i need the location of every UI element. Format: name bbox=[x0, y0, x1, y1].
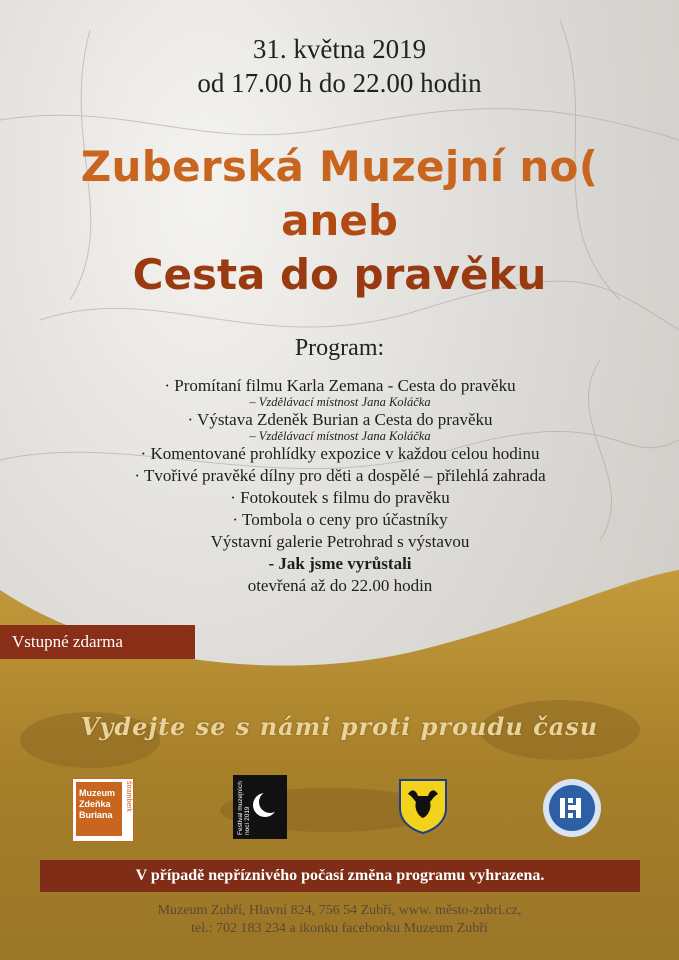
program-item: · Výstava Zdeněk Burian a Cesta do pravěku bbox=[187, 410, 493, 429]
footer-phone: tel.: 702 183 234 a ikonku facebooku Muzeum Zubří bbox=[191, 921, 488, 936]
program-item: otevřená až do 22.00 hodin bbox=[247, 576, 433, 595]
muzeum-zdenka-buriana-logo bbox=[72, 778, 134, 842]
program-item-location: – Vzdělávací místnost Jana Koláčka bbox=[249, 429, 431, 443]
muzeum-logo-line: Muzeum bbox=[79, 788, 115, 798]
muzeum-logo-line: Zdeňka bbox=[79, 799, 111, 809]
program-item: Výstavní galerie Petrohrad s výstavou bbox=[210, 532, 470, 551]
festival-logo-text: Festival muzejních nocí 2019 bbox=[237, 781, 251, 835]
title-line-3: Cesta do pravěku bbox=[132, 250, 547, 299]
muzeum-logo-side-text: štramberk bbox=[125, 781, 132, 813]
program-item: · Komentované prohlídky expozice v každou celou hodinu bbox=[140, 444, 540, 463]
muzeum-logo-line: Buriana bbox=[79, 810, 113, 820]
zubri-crest-icon bbox=[398, 778, 448, 834]
muzeum-logo-box bbox=[76, 782, 122, 836]
program-item: · Tvořivé pravěké dílny pro děti a dospělé – přilehlá zahrada bbox=[134, 466, 546, 485]
festival-logo bbox=[233, 775, 287, 839]
gold-band bbox=[0, 560, 679, 960]
time-line: od 17.00 h do 22.00 hodin bbox=[197, 68, 482, 98]
event-title bbox=[0, 140, 679, 302]
program-item: · Tombola o ceny pro účastníky bbox=[232, 510, 448, 529]
free-entry-badge: Vstupné zdarma bbox=[0, 625, 195, 659]
title-line-2: aneb bbox=[281, 196, 398, 245]
title-line-1: Zuberská Muzejní no( bbox=[80, 142, 599, 191]
date-line: 31. května 2019 bbox=[252, 34, 427, 64]
footer-address: Muzeum Zubří, Hlavní 824, 756 54 Zubří, www. město-zubri.cz, bbox=[157, 903, 522, 918]
crescent-moon-icon bbox=[233, 775, 287, 839]
weather-notice: V případě nepříznivého počasí změna programu vyhrazena. bbox=[40, 860, 640, 892]
footer-contact bbox=[0, 902, 679, 938]
program-item-exhibition-title: - Jak jsme vyrůstali bbox=[268, 554, 412, 573]
program-list bbox=[60, 375, 620, 597]
slogan: Vydejte se s námi proti proudu času bbox=[80, 712, 599, 741]
circle-logo-icon bbox=[542, 778, 602, 838]
program-heading: Program: bbox=[294, 335, 385, 361]
program-item: · Promítaní filmu Karla Zemana - Cesta do pravěku bbox=[164, 376, 516, 395]
program-item-location: – Vzdělávací místnost Jana Koláčka bbox=[249, 395, 431, 409]
event-date bbox=[0, 32, 679, 100]
program-item: · Fotokoutek s filmu do pravěku bbox=[230, 488, 450, 507]
